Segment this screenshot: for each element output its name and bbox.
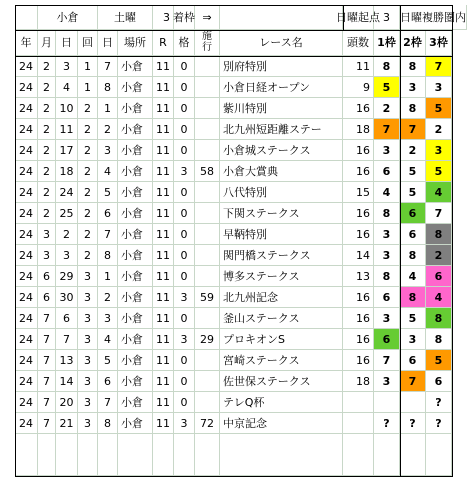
row-11-r: 11	[153, 266, 174, 287]
row-10-nichi: 8	[98, 245, 118, 266]
row-9-d: 2	[56, 224, 78, 245]
row-1-shiko	[195, 56, 220, 77]
row-16-w3: 6	[426, 371, 452, 392]
title-n2: 3	[374, 5, 400, 30]
header-shiko-2: 行	[202, 41, 212, 53]
row-17-y: 24	[15, 392, 38, 413]
row-12-m: 6	[38, 287, 56, 308]
row-1-w3: 7	[426, 56, 452, 77]
row-7-place: 小倉	[118, 182, 153, 203]
row-15-place: 小倉	[118, 350, 153, 371]
row-16-w2: 7	[400, 371, 426, 392]
title-nichiyou-kiten: 日曜起点	[343, 5, 374, 30]
row-18-m: 7	[38, 413, 56, 434]
row-10-w1: 3	[374, 245, 400, 266]
row-9-nichi: 7	[98, 224, 118, 245]
empty-cell	[400, 434, 426, 476]
row-11-heads: 13	[343, 266, 374, 287]
row-13-race: 釜山ステークス	[220, 308, 343, 329]
row-3-y: 24	[15, 98, 38, 119]
header-race-num: R	[153, 30, 174, 56]
row-12-w1: 6	[374, 287, 400, 308]
row-18-heads	[343, 413, 374, 434]
row-3-heads: 16	[343, 98, 374, 119]
row-3-w1: 2	[374, 98, 400, 119]
row-17-nichi: 7	[98, 392, 118, 413]
row-16-heads: 18	[343, 371, 374, 392]
row-7-heads: 15	[343, 182, 374, 203]
row-5-nichi: 3	[98, 140, 118, 161]
row-3-place: 小倉	[118, 98, 153, 119]
row-6-m: 2	[38, 161, 56, 182]
header-waku2: 2枠	[400, 30, 426, 56]
title-label-chakuwaku: 着枠	[174, 5, 195, 30]
title-fukushou: 日曜複勝圏内	[400, 5, 467, 30]
row-14-w3: 8	[426, 329, 452, 350]
row-1-place: 小倉	[118, 56, 153, 77]
row-13-kai: 3	[78, 308, 98, 329]
row-2-d: 4	[56, 77, 78, 98]
row-15-r: 11	[153, 350, 174, 371]
row-18-kai: 3	[78, 413, 98, 434]
row-15-race: 宮崎ステークス	[220, 350, 343, 371]
row-1-nichi: 7	[98, 56, 118, 77]
row-2-y: 24	[15, 77, 38, 98]
row-17-place: 小倉	[118, 392, 153, 413]
row-7-r: 11	[153, 182, 174, 203]
row-17-w1	[374, 392, 400, 413]
row-6-w1: 6	[374, 161, 400, 182]
row-12-r: 11	[153, 287, 174, 308]
row-16-place: 小倉	[118, 371, 153, 392]
row-15-m: 7	[38, 350, 56, 371]
row-9-kai: 2	[78, 224, 98, 245]
row-18-shiko: 72	[195, 413, 220, 434]
row-4-w2: 7	[400, 119, 426, 140]
row-10-w3: 2	[426, 245, 452, 266]
row-12-race: 北九州記念	[220, 287, 343, 308]
row-1-d: 3	[56, 56, 78, 77]
empty-cell	[374, 434, 400, 476]
row-4-place: 小倉	[118, 119, 153, 140]
row-11-kaku: 0	[174, 266, 195, 287]
row-6-shiko: 58	[195, 161, 220, 182]
row-16-w1: 3	[374, 371, 400, 392]
row-4-d: 11	[56, 119, 78, 140]
row-14-w1: 6	[374, 329, 400, 350]
row-8-w1: 8	[374, 203, 400, 224]
row-1-y: 24	[15, 56, 38, 77]
empty-cell	[195, 434, 220, 476]
row-3-kai: 2	[78, 98, 98, 119]
row-4-kai: 2	[78, 119, 98, 140]
row-14-race: プロキオンS	[220, 329, 343, 350]
row-3-w2: 8	[400, 98, 426, 119]
header-race-name: レース名	[220, 30, 343, 56]
row-12-w2: 8	[400, 287, 426, 308]
header-nichi: 日	[98, 30, 118, 56]
row-14-y: 24	[15, 329, 38, 350]
row-2-r: 11	[153, 77, 174, 98]
row-18-nichi: 8	[98, 413, 118, 434]
row-17-kaku: 0	[174, 392, 195, 413]
row-10-shiko	[195, 245, 220, 266]
row-9-shiko	[195, 224, 220, 245]
row-10-kaku: 0	[174, 245, 195, 266]
row-3-w3: 5	[426, 98, 452, 119]
row-9-w2: 6	[400, 224, 426, 245]
row-5-d: 17	[56, 140, 78, 161]
row-3-r: 11	[153, 98, 174, 119]
row-3-kaku: 0	[174, 98, 195, 119]
row-5-place: 小倉	[118, 140, 153, 161]
row-13-m: 7	[38, 308, 56, 329]
row-11-race: 博多ステークス	[220, 266, 343, 287]
row-10-d: 3	[56, 245, 78, 266]
row-7-kai: 2	[78, 182, 98, 203]
row-5-kai: 2	[78, 140, 98, 161]
row-9-r: 11	[153, 224, 174, 245]
row-16-kai: 3	[78, 371, 98, 392]
row-10-r: 11	[153, 245, 174, 266]
row-7-y: 24	[15, 182, 38, 203]
row-11-d: 29	[56, 266, 78, 287]
row-10-race: 関門橋ステークス	[220, 245, 343, 266]
row-18-w1: ?	[374, 413, 400, 434]
empty-cell	[118, 434, 153, 476]
row-1-w1: 8	[374, 56, 400, 77]
row-5-w2: 2	[400, 140, 426, 161]
row-14-place: 小倉	[118, 329, 153, 350]
row-4-y: 24	[15, 119, 38, 140]
row-11-place: 小倉	[118, 266, 153, 287]
row-13-shiko	[195, 308, 220, 329]
row-14-kaku: 3	[174, 329, 195, 350]
row-11-y: 24	[15, 266, 38, 287]
row-6-kai: 2	[78, 161, 98, 182]
row-18-race: 中京記念	[220, 413, 343, 434]
row-16-r: 11	[153, 371, 174, 392]
row-10-place: 小倉	[118, 245, 153, 266]
row-12-kaku: 3	[174, 287, 195, 308]
row-6-w2: 5	[400, 161, 426, 182]
row-14-shiko: 29	[195, 329, 220, 350]
row-3-race: 紫川特別	[220, 98, 343, 119]
row-11-w2: 4	[400, 266, 426, 287]
row-8-d: 25	[56, 203, 78, 224]
row-17-w2	[400, 392, 426, 413]
row-5-race: 小倉城ステークス	[220, 140, 343, 161]
row-15-w3: 5	[426, 350, 452, 371]
row-13-nichi: 3	[98, 308, 118, 329]
row-7-w2: 5	[400, 182, 426, 203]
row-13-heads: 16	[343, 308, 374, 329]
row-4-nichi: 2	[98, 119, 118, 140]
row-8-r: 11	[153, 203, 174, 224]
row-7-kaku: 0	[174, 182, 195, 203]
row-14-d: 7	[56, 329, 78, 350]
row-8-race: 下関ステークス	[220, 203, 343, 224]
row-18-d: 21	[56, 413, 78, 434]
row-9-kaku: 0	[174, 224, 195, 245]
row-8-place: 小倉	[118, 203, 153, 224]
row-8-w2: 6	[400, 203, 426, 224]
row-12-y: 24	[15, 287, 38, 308]
empty-cell	[15, 434, 38, 476]
row-13-kaku: 0	[174, 308, 195, 329]
header-waku3: 3枠	[426, 30, 452, 56]
empty-cell	[343, 434, 374, 476]
row-15-y: 24	[15, 350, 38, 371]
row-2-kaku: 0	[174, 77, 195, 98]
row-2-place: 小倉	[118, 77, 153, 98]
row-15-kai: 3	[78, 350, 98, 371]
empty-cell	[426, 434, 452, 476]
header-shiko-1: 施	[202, 31, 212, 42]
row-15-kaku: 0	[174, 350, 195, 371]
row-4-heads: 18	[343, 119, 374, 140]
row-9-heads: 16	[343, 224, 374, 245]
row-17-race: テレQ杯	[220, 392, 343, 413]
row-6-place: 小倉	[118, 161, 153, 182]
row-6-r: 11	[153, 161, 174, 182]
row-13-y: 24	[15, 308, 38, 329]
row-7-nichi: 5	[98, 182, 118, 203]
row-18-y: 24	[15, 413, 38, 434]
row-2-kai: 1	[78, 77, 98, 98]
row-11-kai: 3	[78, 266, 98, 287]
row-7-shiko	[195, 182, 220, 203]
empty-cell	[38, 434, 56, 476]
empty-cell	[98, 434, 118, 476]
row-6-heads: 16	[343, 161, 374, 182]
row-10-w2: 8	[400, 245, 426, 266]
row-7-m: 2	[38, 182, 56, 203]
empty-cell	[78, 434, 98, 476]
row-2-heads: 9	[343, 77, 374, 98]
row-9-place: 小倉	[118, 224, 153, 245]
row-13-d: 6	[56, 308, 78, 329]
row-18-w2: ?	[400, 413, 426, 434]
empty-cell	[56, 434, 78, 476]
row-15-shiko	[195, 350, 220, 371]
row-15-d: 13	[56, 350, 78, 371]
header-waku1: 1枠	[374, 30, 400, 56]
row-12-place: 小倉	[118, 287, 153, 308]
row-17-m: 7	[38, 392, 56, 413]
row-17-kai: 3	[78, 392, 98, 413]
row-16-race: 佐世保ステークス	[220, 371, 343, 392]
row-10-kai: 2	[78, 245, 98, 266]
row-8-y: 24	[15, 203, 38, 224]
row-3-shiko	[195, 98, 220, 119]
row-17-w3: ?	[426, 392, 452, 413]
row-10-y: 24	[15, 245, 38, 266]
row-15-w2: 6	[400, 350, 426, 371]
row-2-race: 小倉日経オープン	[220, 77, 343, 98]
row-2-nichi: 8	[98, 77, 118, 98]
row-11-shiko	[195, 266, 220, 287]
title-blank	[15, 5, 38, 30]
row-6-y: 24	[15, 161, 38, 182]
row-6-d: 18	[56, 161, 78, 182]
row-16-y: 24	[15, 371, 38, 392]
row-17-shiko	[195, 392, 220, 413]
row-1-w2: 8	[400, 56, 426, 77]
row-4-shiko	[195, 119, 220, 140]
header-grade: 格	[174, 30, 195, 56]
row-3-d: 10	[56, 98, 78, 119]
row-5-shiko	[195, 140, 220, 161]
row-12-d: 30	[56, 287, 78, 308]
row-16-nichi: 6	[98, 371, 118, 392]
header-shiko	[195, 30, 220, 56]
row-9-w3: 8	[426, 224, 452, 245]
row-15-nichi: 5	[98, 350, 118, 371]
row-16-shiko	[195, 371, 220, 392]
header-year: 年	[15, 30, 38, 56]
row-8-heads: 16	[343, 203, 374, 224]
row-5-m: 2	[38, 140, 56, 161]
row-16-m: 7	[38, 371, 56, 392]
row-1-race: 別府特別	[220, 56, 343, 77]
row-8-kai: 2	[78, 203, 98, 224]
row-5-r: 11	[153, 140, 174, 161]
row-14-kai: 3	[78, 329, 98, 350]
row-2-m: 2	[38, 77, 56, 98]
title-arrow: ⇒	[195, 5, 220, 30]
row-6-nichi: 4	[98, 161, 118, 182]
row-8-shiko	[195, 203, 220, 224]
row-18-kaku: 3	[174, 413, 195, 434]
row-12-nichi: 2	[98, 287, 118, 308]
row-8-m: 2	[38, 203, 56, 224]
row-15-w1: 7	[374, 350, 400, 371]
row-14-r: 11	[153, 329, 174, 350]
row-17-heads	[343, 392, 374, 413]
row-4-race: 北九州短距離ステー	[220, 119, 343, 140]
title-n: 3	[153, 5, 174, 30]
row-13-w1: 3	[374, 308, 400, 329]
header-month: 月	[38, 30, 56, 56]
row-4-m: 2	[38, 119, 56, 140]
row-8-kaku: 0	[174, 203, 195, 224]
row-2-w1: 5	[374, 77, 400, 98]
row-13-w2: 5	[400, 308, 426, 329]
row-9-w1: 3	[374, 224, 400, 245]
header-heads: 頭数	[343, 30, 374, 56]
row-7-race: 八代特別	[220, 182, 343, 203]
row-5-w3: 3	[426, 140, 452, 161]
row-7-w1: 4	[374, 182, 400, 203]
row-16-d: 14	[56, 371, 78, 392]
row-9-m: 3	[38, 224, 56, 245]
title-venue: 小倉	[38, 5, 98, 30]
row-14-nichi: 4	[98, 329, 118, 350]
row-18-w3: ?	[426, 413, 452, 434]
row-1-heads: 11	[343, 56, 374, 77]
row-17-d: 20	[56, 392, 78, 413]
header-kai: 回	[78, 30, 98, 56]
row-12-shiko: 59	[195, 287, 220, 308]
row-7-d: 24	[56, 182, 78, 203]
row-10-m: 3	[38, 245, 56, 266]
row-3-m: 2	[38, 98, 56, 119]
row-5-y: 24	[15, 140, 38, 161]
row-16-kaku: 0	[174, 371, 195, 392]
row-12-w3: 4	[426, 287, 452, 308]
row-6-race: 小倉大賞典	[220, 161, 343, 182]
title-day: 土曜	[98, 5, 153, 30]
row-5-kaku: 0	[174, 140, 195, 161]
row-1-kaku: 0	[174, 56, 195, 77]
row-13-place: 小倉	[118, 308, 153, 329]
empty-cell	[174, 434, 195, 476]
row-4-r: 11	[153, 119, 174, 140]
empty-cell	[220, 434, 343, 476]
row-17-r: 11	[153, 392, 174, 413]
row-4-kaku: 0	[174, 119, 195, 140]
row-5-heads: 16	[343, 140, 374, 161]
row-14-w2: 3	[400, 329, 426, 350]
row-13-r: 11	[153, 308, 174, 329]
row-11-nichi: 1	[98, 266, 118, 287]
empty-cell	[153, 434, 174, 476]
row-8-nichi: 6	[98, 203, 118, 224]
row-4-w1: 7	[374, 119, 400, 140]
row-9-y: 24	[15, 224, 38, 245]
row-14-m: 7	[38, 329, 56, 350]
row-15-heads: 16	[343, 350, 374, 371]
row-2-shiko	[195, 77, 220, 98]
row-4-w3: 2	[426, 119, 452, 140]
row-11-w3: 6	[426, 266, 452, 287]
row-12-heads: 16	[343, 287, 374, 308]
row-9-race: 早鞆特別	[220, 224, 343, 245]
row-2-w2: 3	[400, 77, 426, 98]
row-1-kai: 1	[78, 56, 98, 77]
row-7-w3: 4	[426, 182, 452, 203]
row-6-kaku: 3	[174, 161, 195, 182]
row-2-w3: 3	[426, 77, 452, 98]
title-gap	[220, 5, 343, 30]
row-5-w1: 3	[374, 140, 400, 161]
row-8-w3: 7	[426, 203, 452, 224]
row-11-w1: 8	[374, 266, 400, 287]
row-14-heads: 16	[343, 329, 374, 350]
row-18-place: 小倉	[118, 413, 153, 434]
header-day: 日	[56, 30, 78, 56]
row-11-m: 6	[38, 266, 56, 287]
row-12-kai: 3	[78, 287, 98, 308]
row-1-r: 11	[153, 56, 174, 77]
header-place: 場所	[118, 30, 153, 56]
row-18-r: 11	[153, 413, 174, 434]
row-6-w3: 5	[426, 161, 452, 182]
row-10-heads: 14	[343, 245, 374, 266]
row-3-nichi: 1	[98, 98, 118, 119]
row-13-w3: 8	[426, 308, 452, 329]
row-1-m: 2	[38, 56, 56, 77]
